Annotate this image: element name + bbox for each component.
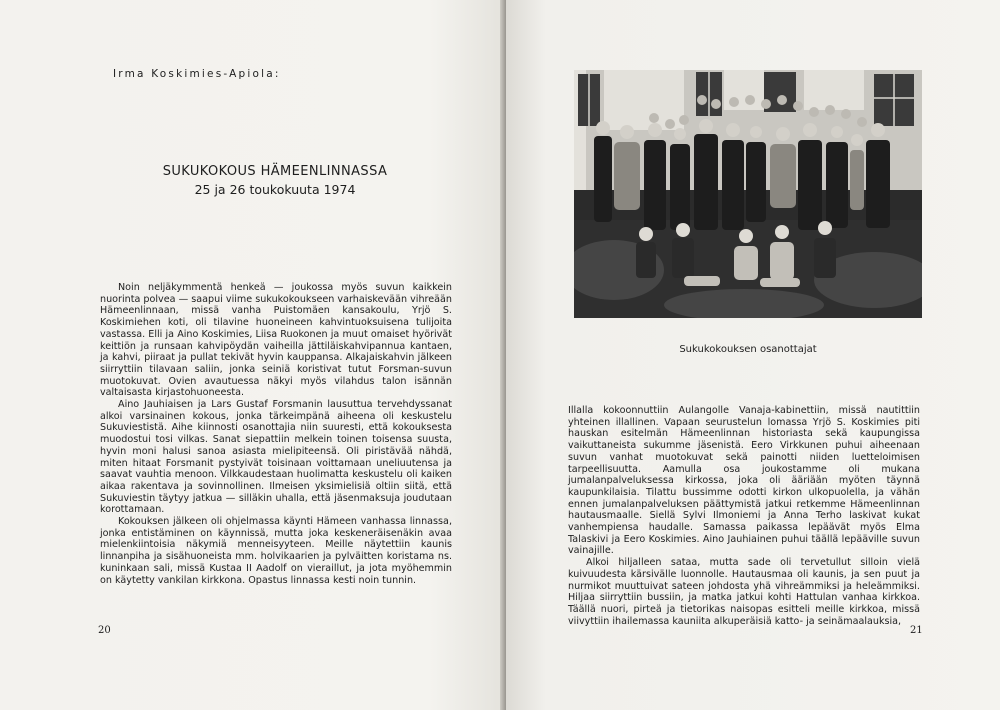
right-body-text [568, 405, 920, 627]
page-number-left: 20 [98, 625, 111, 636]
left-body-text [100, 282, 452, 586]
page-number-right: 21 [910, 625, 923, 636]
group-photo [574, 70, 922, 318]
paragraph: Noin neljäkymmentä henkeä — joukossa myös suvun kaikkein nuorinta polvea — saapui viime sukukokoukseen varhaiskevään vihreään Hämeenlinnaan, missä vanha Puistomäen kansakoulu, Yrjö S. Koskimiehen koti, oli tilavine huoneineen kahvintuoksuisena tulijoita vastassa. Elli ja Aino Koskimies, Liisa Ruokonen ja muut omaiset hyörivät keittiön ja runsaan kahvipöydän vaiheilla jättiläiskahvipannua kantaen, ja kahvi, piiraat ja pullat tekivät hyvin kauppansa. Alkajaiskahvin jälkeen siirryttiin tilavaan saliin, jonka seiniä koristivat tutut Forsman-suvun muotokuvat. Ovien avautuessa näkyi myös vilahdus talon isännän valtaisasta kirjastohuoneesta. [100, 282, 452, 399]
photo-caption: Sukukokouksen osanottajat [679, 344, 817, 355]
paragraph: Illalla kokoonnuttiin Aulangolle Vanaja-kabinettiin, missä nautittiin yhteinen illallinen. Vapaan seurustelun lomassa Yrjö S. Koskimies piti hauskan esitelmän Hämeenlinnan historiasta sekä kaupungissa vaikuttaneista sukumme jäsenistä. Eero Virkkunen puhui aiheenaan suvun vanhat muotokuvat sekä painotti niiden luetteloimisen tarpeellisuutta. Aamulla osa joukostamme oli mukana jumalanpalveluksessa kirkossa, joka oli ääriään myöten täynnä kaupunkilaisia. Tilattu bussimme odotti kirkon ulkopuolella, ja vähän ennen jumalanpalveluksen päättymistä jatkui retkemme Hämeenlinnan hautausmaalle. Siellä Sylvi Ilmoniemi ja Anna Terho laskivat kukat vanhempiensa haudalle. Samassa paikassa lepäävät myös Elma Talaskivi ja Eero Koskimies. Aino Jauhiainen puhui täällä lepääville suvun vainajille. [568, 405, 920, 557]
author-line: Irma Koskimies-Apiola: [113, 68, 281, 80]
article-title: SUKUKOKOUS HÄMEENLINNASSA [162, 164, 388, 179]
paragraph: Alkoi hiljalleen sataa, mutta sade oli tervetullut silloin vielä kuivuudesta kärsivälle luonnolle. Hautausmaa oli kaunis, ja sen puut ja nurmikot muuttuivat sateen johdosta yhä vihreämmiksi ja heleämmiksi. Hiljaa siirryttiin bussiin, ja matka jatkui kohti Hattulan vanhaa kirkkoa. Täällä nuori, pirteä ja tietorikas naisopas esitteli meille kirkkoa, missä viivyttiin ihailemassa kauniita alkuperäisiä katto- ja seinämaalauksia, [568, 557, 920, 627]
group-photo-image [574, 70, 922, 318]
paragraph: Kokouksen jälkeen oli ohjelmassa käynti Hämeen vanhassa linnassa, jonka entistäminen on käynnissä, mutta joka keskeneräisenäkin avaa mielenkiintoisia näkymiä menneisyyteen. Meille näytettiin kaunis linnanpiha ja sisähuoneista mm. holvikaarien ja pylväitten koristama ns. kuninkaan sali, missä Kustaa II Aadolf on vieraillut, ja jota myöhemmin on käytetty vankilan kirkkona. Opastus linnassa kesti noin tunnin. [100, 516, 452, 586]
article-date: 25 ja 26 toukokuuta 1974 [194, 182, 356, 197]
paragraph: Aino Jauhiaisen ja Lars Gustaf Forsmanin lausuttua tervehdyssanat alkoi varsinainen kokous, jonka tärkeimpänä aiheena oli keskustelu Sukuviestistä. Aihe kiinnosti osanottajia niin suuresti, että kokouksesta muodostui tosi vilkas. Sanat siepattiin melkein toinen toisensa suusta, hyvin moni halusi sanoa asiasta mielipiteensä. Oli piristävää nähdä, miten hitaat Forsmanit pystyivät toisinaan voittamaan uneliuutensa ja saavat vauhtia menoon. Vilkkaudestaan huolimatta keskustelu oli kaiken aikaa rakentava ja sovinnollinen. Ilmeisen yksimielisiä oltiin siitä, että Sukuviestin täytyy jatkua — silläkin uhalla, että jäsenmaksuja joudutaan korottamaan. [100, 399, 452, 516]
